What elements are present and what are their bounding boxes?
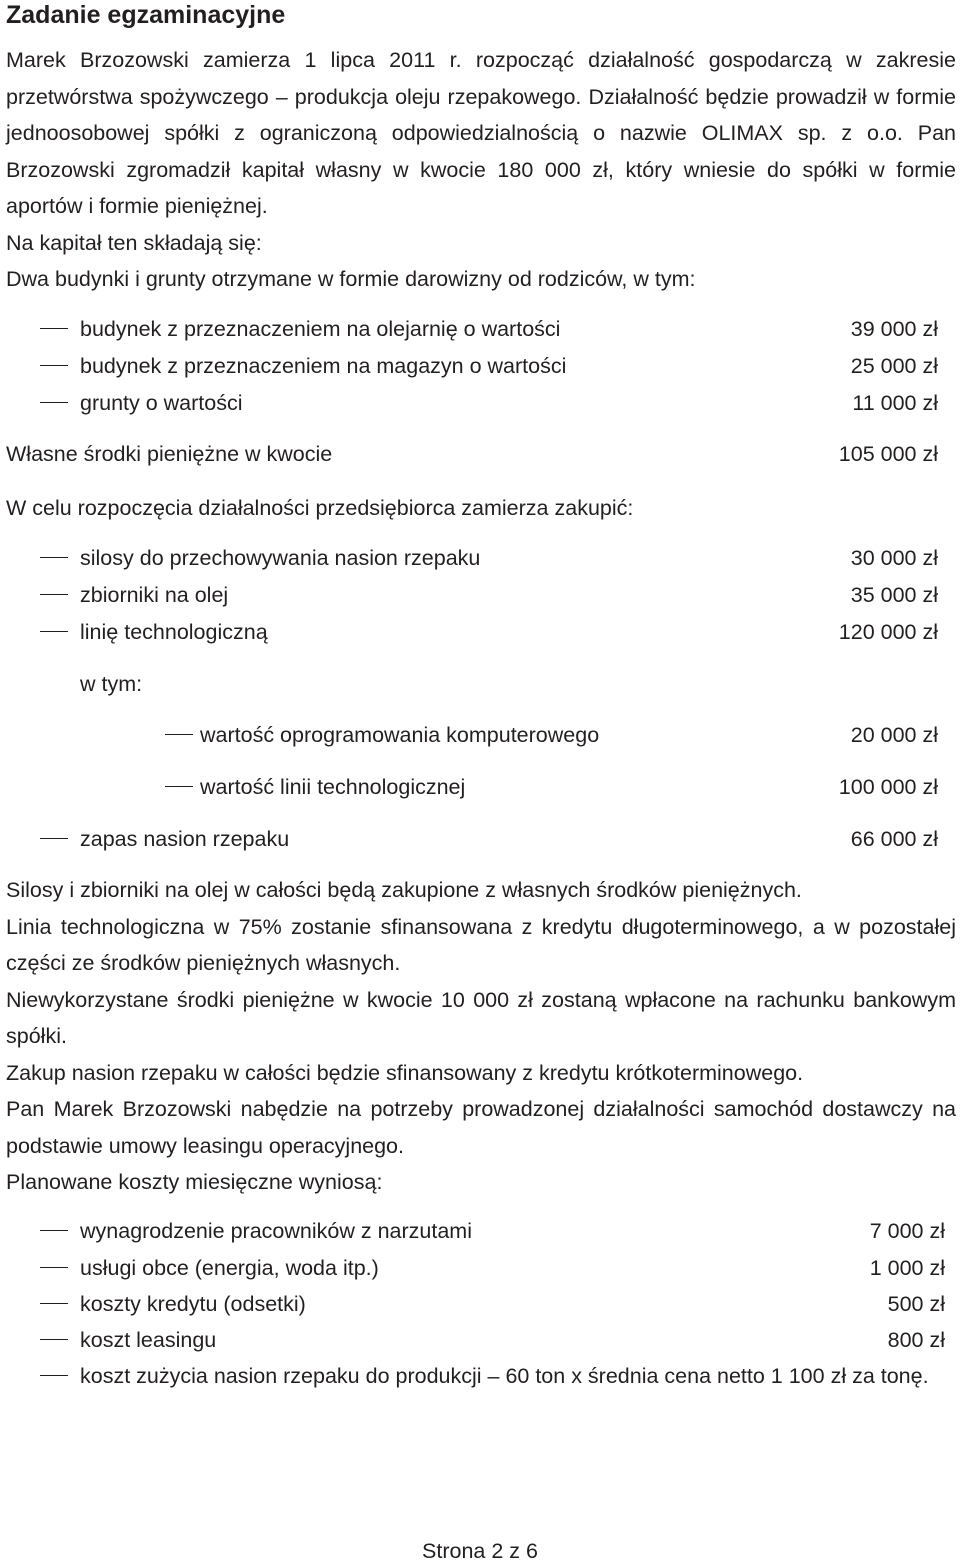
financing-paragraph: Zakup nasion rzepaku w całości będzie sfinansowany z kredytu krótkoterminowego.	[6, 1060, 804, 1085]
item-amount: 25 000 zł	[850, 354, 938, 378]
financing-paragraph: Silosy i zbiorniki na olej w całości będą zakupione z własnych środków pieniężnych.	[6, 878, 802, 902]
intro-paragraph: Marek Brzozowski zamierza 1 lipca 2011 r. rozpocząć działalność gospodarczą w zakresie przetwórstwa spożywczego – produkcja oleju rzepakowego. Działalność będzie prowadził w formie jednoosobowej spółki z ograniczoną odpowiedzialnością o nazwie OLIMAX sp. z o.o. Pan Brzozowski zgromadził kapitał własny w kwocie 180 000 zł, który wniesie do spółki w formie aportów i formie pieniężnej.	[6, 48, 956, 218]
own-cash-row	[6, 436, 956, 472]
item-label: usługi obce (energia, woda itp.)	[80, 1256, 379, 1280]
page-number: Strona 2 z 6	[422, 1539, 538, 1563]
item-amount: 120 000 zł	[838, 620, 938, 644]
list-item	[6, 1358, 956, 1438]
item-amount: 800 zł	[887, 1328, 945, 1352]
dash-icon	[40, 838, 68, 839]
costs-intro: Planowane koszty miesięczne wyniosą:	[6, 1170, 383, 1194]
item-label: wynagrodzenie pracowników z narzutami	[80, 1219, 472, 1243]
dash-icon	[40, 631, 68, 632]
including-row	[6, 666, 956, 702]
dash-icon	[40, 1375, 68, 1376]
dash-icon	[40, 1267, 68, 1268]
capital-intro: Na kapitał ten składają się:	[6, 231, 262, 255]
list-item	[6, 577, 956, 613]
financing-paragraph: Linia technologiczna w 75% zostanie sfinansowana z kredytu długoterminowego, a w pozostałej części ze środków pieniężnych własnych.	[6, 914, 956, 975]
item-label: koszt zużycia nasion rzepaku do produkcji – 60 ton x średnia cena netto 1 100 zł za tonę.	[80, 1364, 929, 1388]
list-item	[6, 540, 956, 576]
dash-icon	[40, 328, 68, 329]
item-amount: 100 000 zł	[838, 775, 938, 799]
list-item	[6, 1250, 956, 1286]
item-label: zapas nasion rzepaku	[80, 827, 290, 851]
item-amount: 1 000 zł	[869, 1256, 945, 1280]
item-label: silosy do przechowywania nasion rzepaku	[80, 546, 481, 570]
list-item	[6, 821, 956, 857]
item-amount: 20 000 zł	[850, 723, 938, 747]
donation-intro: Dwa budynki i grunty otrzymane w formie darowizny od rodziców, w tym:	[6, 267, 696, 291]
financing-paragraph: Pan Marek Brzozowski nabędzie na potrzeby prowadzonej działalności samochód dostawczy na podstawie umowy leasingu operacyjnego.	[6, 1097, 956, 1158]
item-label: koszt leasingu	[80, 1328, 217, 1352]
dash-icon	[165, 734, 193, 735]
item-label: zbiorniki na olej	[80, 583, 229, 607]
list-item	[6, 614, 956, 650]
item-amount: 35 000 zł	[850, 583, 938, 607]
item-label: budynek z przeznaczeniem na magazyn o wartości	[80, 354, 567, 378]
dash-icon	[40, 1303, 68, 1304]
dash-icon	[40, 594, 68, 595]
dash-icon	[40, 1339, 68, 1340]
item-label: wartość linii technologicznej	[200, 775, 466, 799]
item-label: koszty kredytu (odsetki)	[80, 1292, 306, 1316]
page-title: Zadanie egzaminacyjne	[6, 1, 286, 29]
own-cash-amount: 105 000 zł	[838, 442, 938, 466]
item-amount: 30 000 zł	[850, 546, 938, 570]
list-item	[6, 311, 956, 347]
item-label: grunty o wartości	[80, 391, 243, 415]
sub-list-item	[6, 717, 956, 753]
financing-paragraph: Niewykorzystane środki pieniężne w kwocie 10 000 zł zostaną wpłacone na rachunku bankowym spółki.	[6, 987, 956, 1048]
list-item	[6, 1213, 956, 1249]
item-amount: 500 zł	[887, 1292, 945, 1316]
item-label: linię technologiczną	[80, 620, 268, 644]
list-item	[6, 348, 956, 384]
own-cash-label: Własne środki pieniężne w kwocie	[6, 442, 333, 466]
list-item	[6, 385, 956, 421]
sub-list-item	[6, 769, 956, 805]
list-item	[6, 1322, 956, 1358]
item-amount: 39 000 zł	[850, 317, 938, 341]
financing-section	[6, 872, 956, 1201]
item-amount: 11 000 zł	[852, 391, 938, 415]
list-item	[6, 1286, 956, 1322]
dash-icon	[40, 402, 68, 403]
dash-icon	[165, 786, 193, 787]
including-label: w tym:	[80, 672, 143, 696]
purchase-intro: W celu rozpoczęcia działalności przedsiębiorca zamierza zakupić:	[6, 496, 634, 520]
item-amount: 66 000 zł	[850, 827, 938, 851]
dash-icon	[40, 557, 68, 558]
dash-icon	[40, 365, 68, 366]
item-label: wartość oprogramowania komputerowego	[200, 723, 600, 747]
item-label: budynek z przeznaczeniem na olejarnię o wartości	[80, 317, 561, 341]
dash-icon	[40, 1230, 68, 1231]
item-amount: 7 000 zł	[869, 1219, 945, 1243]
